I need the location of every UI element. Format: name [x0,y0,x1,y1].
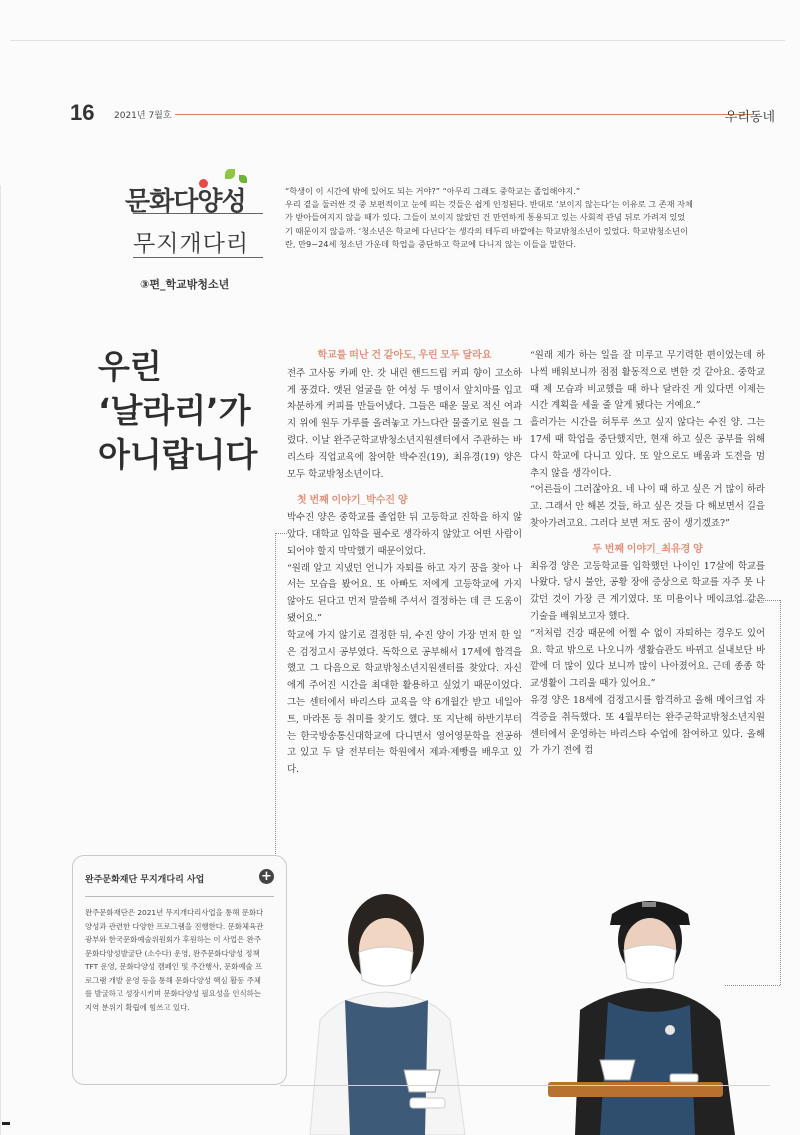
plus-icon: + [259,869,274,884]
logo-line1: 문화다양성 [125,187,246,217]
logo-line2: 무지개다리 [133,231,250,257]
barista-photo [290,880,780,1135]
series-logo [125,167,285,265]
article-column-2 [530,348,765,760]
paragraph: “원래 제가 하는 일을 잘 미루고 무기력한 편이었는데 하나씩 배워보니까 점점 활동적으로 변한 것 같아요. 중학교 때 제 모습과 비교했을 때 하나 달라진 게 있다면 이제는 시간 계획을 세울 줄 알게 됐다는 거예요.” [530,350,765,412]
connector-line [275,533,287,534]
intro-paragraph: “학생이 이 시간에 밖에 있어도 되는 거야?” “아무리 그래도 중학교는 졸업해야지.” 우리 곁을 둘러싼 것 중 보편적이고 눈에 띄는 것들은 쉽게 인정된다. 반대로 ‘보이지 않는다’는 이유로 그 존재 자체 가 받아들여지지 않을 때가 있다. 그들이 보이지 않았던 건 만연하게 통용되고 있는 사회적 관념 뒤로 가려져 있었 기 때문이지 않을까. ‘청소년은 학교에 다닌다’는 생각의 테두리 바깥에는 학교밖청소년이 있었다. 학교밖청소년이 란, 만9~24세 청소년 가운데 학업을 중단하고 학교에 다니지 않는 이들을 말한다. [285,186,693,249]
paragraph: “저처럼 건강 때문에 어쩔 수 없이 자퇴하는 경우도 있어요. 학교 밖으로 나오니까 생활습관도 바뀌고 실내보단 바깥에 더 많이 있다 보니까 많이 나아졌어요. 근데 종종 학교생활이 그리울 때가 있어요.” [530,627,765,690]
connector-line [275,533,276,888]
article-column-1 [287,348,522,779]
story-heading: 두 번째 이야기_최유경 양 [592,543,703,555]
paragraph: 최유경 양은 고등학교를 입학했던 나이인 17살에 학교를 나왔다. 당시 불안, 공황 장애 증상으로 학교를 자주 못 나갔던 것이 가장 큰 계기였다. 또 미용이나 메이크업 같은 기술을 배워보고자 했다. [530,560,765,622]
person-right [548,901,735,1135]
series-subtitle: ③편_학교밖청소년 [140,278,230,291]
section-title: 우리동네 [724,110,775,125]
top-rule [10,40,785,41]
bottom-rule [280,1085,770,1086]
info-box-title: 완주문화재단 무지개다리 사업 [85,875,205,885]
page-edge-rule [0,185,1,1135]
paragraph: 전주 고사동 카페 안. 갓 내린 핸드드립 커피 향이 고소하게 풍겼다. 앳된 얼굴을 한 여성 두 명이서 앞치마를 입고 차분하게 커피를 만들어냈다. 그들은 때운 물로 적신 여과지 위에 원두 가루를 올려놓고 가느다란 물줄기로 원을 그렸다. 이날 완주군학교밖청소년지원센터에서 주관하는 바리스타 직업교육에 참여한 박수진(19), 최유경(19) 양은 모두 학교밖청소년이다. [287,367,522,480]
paragraph: 학교에 가지 않기로 결정한 뒤, 수진 양이 가장 먼저 한 일은 검정고시 공부였다. 독학으로 공부해서 17세에 합격을 했고 그 다음으로 학교밖청소년지원센터를 찾았다. 자신에게 주어진 시간을 최대한 활용하고 싶었기 때문이었다. 그는 센터에서 바리스타 교육을 약 6개월간 받고 네일아트, 마라톤 등 취미를 찾기도 했다. 또 지난해 하반기부터는 한국방송통신대학교에 다니면서 영어영문학을 전공하고 있고 두 달 전부터는 학원에서 제과·제빵을 배우고 있다. [287,629,522,776]
connector-line [718,600,780,601]
page-header [58,100,775,130]
leaf-green-icon [225,169,235,179]
info-box [72,855,287,1085]
info-box-rule [85,896,274,897]
person-left [310,894,465,1135]
article-title: 우린 ‘날라리’가 아니랍니다 [98,347,258,474]
paragraph: “어른들이 그러잖아요. 네 나이 때 하고 싶은 거 많이 하라고. 그래서 안 해본 것들, 하고 싶은 것들 다 해보면서 길을 찾아가려고요. 그러다 보면 저도 꿈이 생기겠죠?” [530,484,765,529]
corner-mark [2,1122,10,1125]
paragraph: “원래 알고 지냈던 언니가 자퇴를 하고 자기 꿈을 찾아 나서는 모습을 봤어요. 또 아빠도 저에게 고등학교에 가지 않아도 된다고 먼저 말씀해 주셔서 결정하는 데 큰 도움이 됐어요.” [287,562,522,624]
paragraph: 흘러가는 시간을 허투루 쓰고 싶지 않다는 수진 양. 그는 17세 때 학업을 중단했지만, 현재 하고 싶은 공부를 위해 다시 학교에 다니고 있다. 또 앞으로도 배움과 도전을 멈추지 않을 생각이다. [530,417,765,479]
logo-rule [133,257,263,258]
info-box-body: 완주문화재단은 2021년 무지개다리사업을 통해 문화다 양성과 관련한 다양한 프로그램을 진행한다. 문화체육관 광부와 한국문화예술위원회가 후원하는 이 사업은 완주 문화다양성발굴단 (소수다) 운영, 완주문화다양성 정책 TFT 운영, 문화다양성 캠페인 및 주간행사, 문화예술 프 로그램 개발 운영 등을 통해 문화다양성 핵심 활동 주체 를 발굴하고 성장시키며 문화다양성 필요성을 인식하는 지역 분위기 확립에 힘쓰고 있다. [85,908,264,1012]
paragraph: 박수진 양은 중학교를 졸업한 뒤 고등학교 진학을 하지 않았다. 대학교 입학을 필수로 생각하지 않았고 어떤 사람이 되어야 할지 막막했기 때문이었다. [287,512,522,557]
connector-line [780,600,781,985]
paragraph: 유경 양은 18세에 검정고시를 합격하고 올해 메이크업 자격증을 취득했다. 또 4월부터는 완주군학교밖청소년지원센터에서 운영하는 바리스타 수업에 참여하고 있다. 올해가 가기 전에 컴 [530,694,765,757]
story-heading: 첫 번째 이야기_박수진 양 [297,495,408,507]
section-heading: 학교를 떠난 건 같아도, 우린 모두 달라요 [317,350,492,361]
page-number: 16 [70,100,95,125]
header-rule [175,114,753,115]
issue-date: 2021년 7월호 [114,111,172,121]
